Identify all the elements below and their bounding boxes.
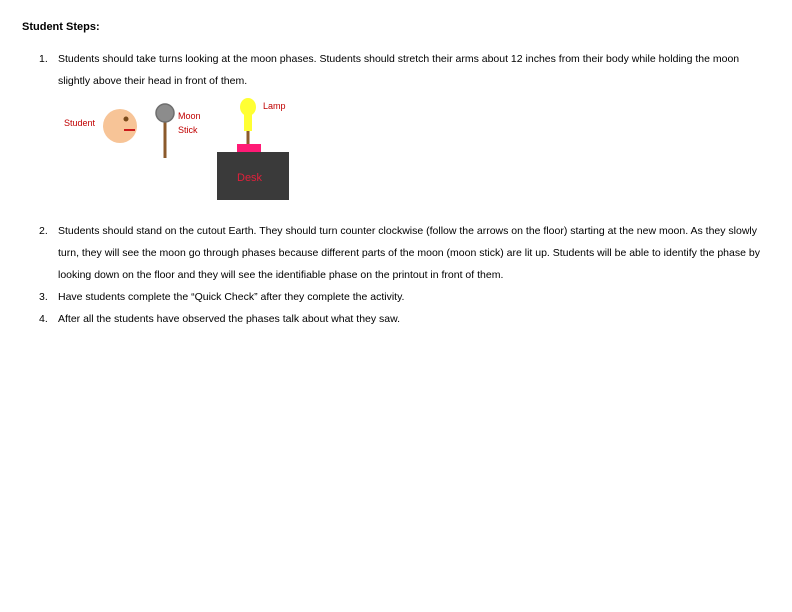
step-text: Students should stand on the cutout Earth. They should turn counter clockwise (follow the arrows on the floor) starting at the new moon. As they slowly turn, they will see the moon go through phases because different parts of the moon (moon stick) are lit up. Students will be able to identify the phase by looking down on the floor and they will see the identifiable phase on the printout in front of them.	[58, 225, 760, 281]
moon-label-line1: Moon	[178, 111, 201, 121]
section-heading: Student Steps:	[22, 21, 100, 33]
lamp-label: Lamp	[263, 101, 286, 111]
step-text: After all the students have observed the phases talk about what they saw.	[58, 313, 401, 325]
lamp-base	[237, 144, 261, 153]
step-number: 2.	[39, 225, 48, 237]
moon-ball	[156, 104, 174, 122]
lamp-neck	[244, 113, 252, 131]
student-eye	[124, 117, 129, 122]
student-face	[103, 109, 137, 143]
step-text: Have students complete the “Quick Check” after they complete the activity.	[58, 291, 405, 303]
student-label: Student	[64, 118, 96, 128]
step-number: 1.	[39, 53, 48, 65]
moon-label-line2: Stick	[178, 125, 198, 135]
step-text: Students should take turns looking at the moon phases. Students should stretch their arms about 12 inches from their body while holding the moon slightly above their head in front of them.	[58, 53, 740, 87]
step-number: 3.	[39, 291, 48, 303]
desk-label: Desk	[237, 172, 263, 184]
step-number: 4.	[39, 313, 48, 325]
